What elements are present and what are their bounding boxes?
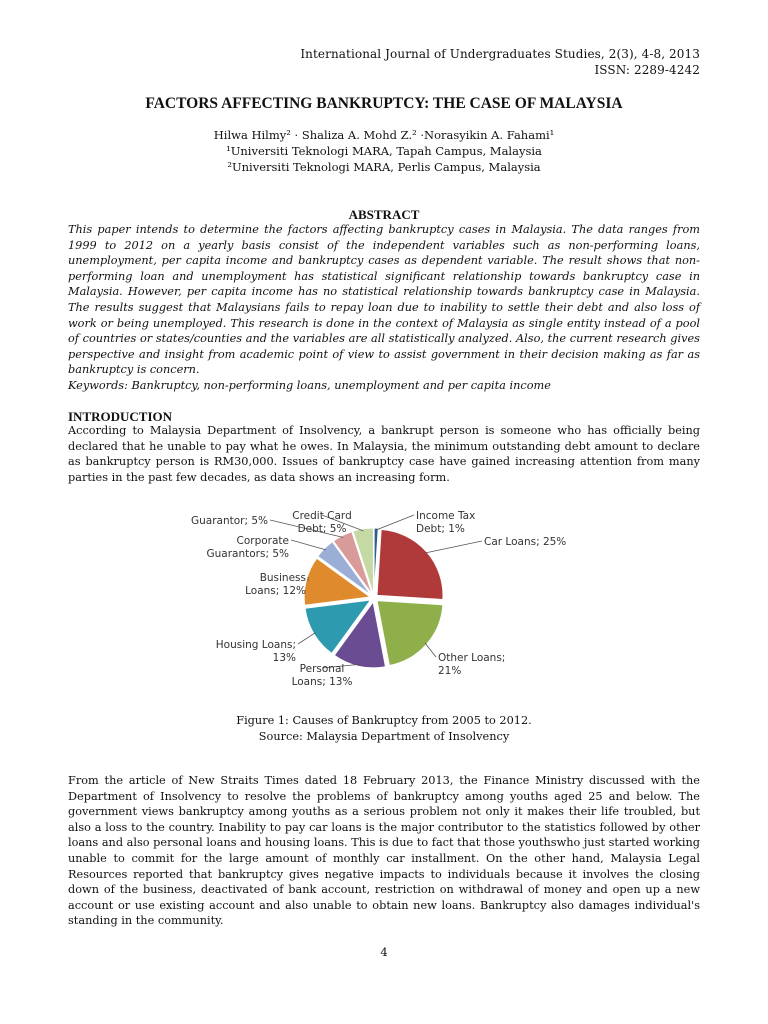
author-names: Hilwa Hilmy² · Shaliza A. Mohd Z.² ·Norasyikin A. Fahami¹ xyxy=(213,128,555,142)
affiliation-2: ²Universiti Teknologi MARA, Perlis Campus, Malaysia xyxy=(227,160,541,174)
author-block xyxy=(0,127,768,175)
pie-label: Personal Loans; 13% xyxy=(291,663,353,688)
pie-slice-car-loans xyxy=(377,529,443,599)
pie-slice-other-loans xyxy=(377,601,443,666)
abstract-heading: ABSTRACT xyxy=(348,207,420,222)
page-number: 4 xyxy=(380,945,388,959)
pie-label: Income Tax Debt; 1% xyxy=(416,510,476,535)
pie-label: Credit Card Debt; 5% xyxy=(292,510,352,535)
leader-line xyxy=(298,633,315,644)
leader-line xyxy=(376,515,414,530)
pie-label: Corporate Guarantors; 5% xyxy=(206,535,289,560)
leader-line xyxy=(291,540,326,550)
body-paragraph: From the article of New Straits Times dated 18 February 2013, the Finance Ministry discussed with the Department of Insolvency to resolve the problems of bankruptcy among youths aged 25 and below. The government views bankruptcy among youths as a serious problem not only it makes their life troubled, but also a loss to the country. Inability to pay car loans is the major contributor to the statistics followed by other loans and also personal loans and housing loans. This is due to fact that those youthswho just started working unable to commit for the large amount of monthly car installment. On the other hand, Malaysia Legal Resources reported that bankruptcy gives negative impacts to individuals because it involves the closing down of the business, deactivated of bank account, restriction on withdrawal of money and open up a new account or use existing account and also unable to obtain new loans. Bankruptcy also damages individual's standing in the community. xyxy=(68,774,700,928)
figure-caption-block xyxy=(0,713,768,744)
paper-title: FACTORS AFFECTING BANKRUPTCY: THE CASE OF MALAYSIA xyxy=(145,95,623,112)
pie-label: Car Loans; 25% xyxy=(484,536,567,548)
abstract-text: This paper intends to determine the factors affecting bankruptcy cases in Malaysia. The data ranges from 1999 to 2012 on a yearly basis consist of the independent variables such as non-performing loans, unemployment, per capita income and bankruptcy cases as dependent variable. The result shows that non-performing loan and unemployment has statistical significant relationship towards bankruptcy case in Malaysia. However, per capita income has no statistical relationship towards bankruptcy case in Malaysia. The results suggest that Malaysians fails to repay loan due to inability to settle their debt and also loss of work or being unemployed. This research is done in the context of Malaysia as single entity instead of a pool of countries or states/counties and the variables are all statistically analyzed. Also, the current research gives perspective and insight from academic point of view to assist government in their decision making as far as bankruptcy is concern. xyxy=(68,223,700,377)
leader-line xyxy=(425,541,482,553)
leader-line xyxy=(425,643,436,657)
pie-chart-figure xyxy=(160,500,610,710)
pie-label: Housing Loans; 13% xyxy=(215,639,296,664)
introduction-text: According to Malaysia Department of Insolvency, a bankrupt person is someone who has officially being declared that he unable to pay what he owes. In Malaysia, the minimum outstanding debt amount to declare as bankruptcy person is RM30,000. Issues of bankruptcy case have gained increasing attention from many parties in the past few decades, as data shows an increasing form. xyxy=(68,424,700,484)
pie-label: Other Loans; 21% xyxy=(438,652,506,677)
pie-chart xyxy=(160,500,610,710)
journal-citation: International Journal of Undergraduates Studies, 2(3), 4-8, 2013 xyxy=(300,47,700,61)
affiliation-1: ¹Universiti Teknologi MARA, Tapah Campus, Malaysia xyxy=(226,144,542,158)
pie-label: Business Loans; 12% xyxy=(245,572,306,597)
pie-label: Guarantor; 5% xyxy=(190,515,268,527)
figure-source: Source: Malaysia Department of Insolvency xyxy=(258,729,510,743)
figure-caption: Figure 1: Causes of Bankruptcy from 2005 to 2012. xyxy=(236,714,532,727)
journal-header xyxy=(300,46,700,78)
keywords: Keywords: Bankruptcy, non-performing loans, unemployment and per capita income xyxy=(68,379,551,392)
journal-issn: ISSN: 2289-4242 xyxy=(594,63,700,77)
introduction-heading: INTRODUCTION xyxy=(68,409,173,424)
